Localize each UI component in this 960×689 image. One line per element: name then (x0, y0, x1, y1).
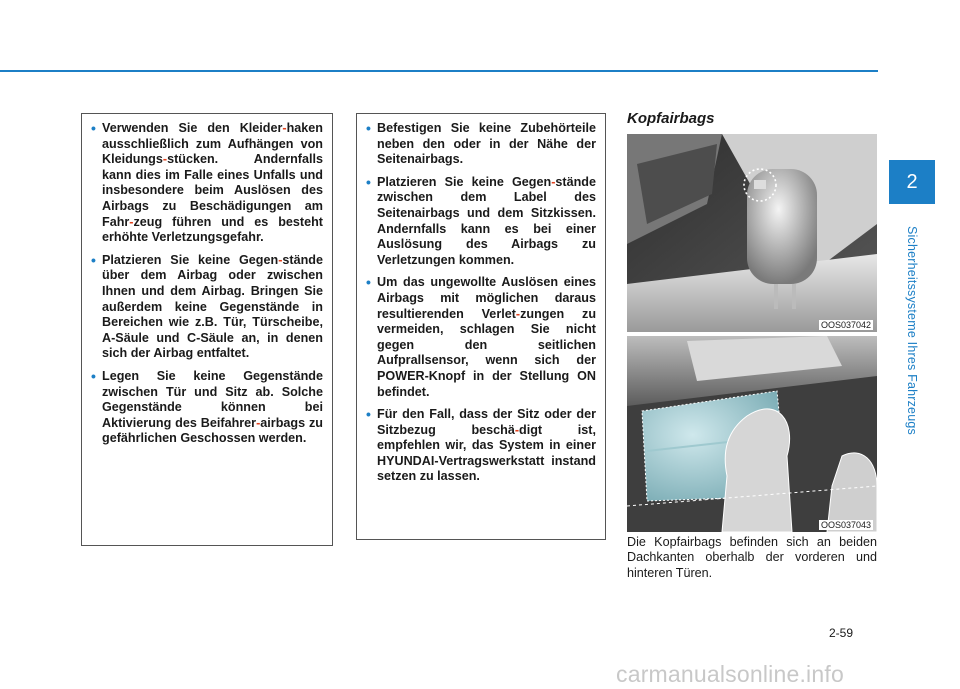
headliner-illustration (627, 134, 877, 332)
bullet-list-middle (357, 114, 605, 485)
description-text: Die Kopfairbags befinden sich an beiden Dachkanten oberhalb der vorderen und hinteren Türen. (627, 535, 877, 580)
bullet-item: • Befestigen Sie keine Zubehörteile neben den oder in der Nähe der Seitenairbags. (366, 121, 596, 168)
headliner-photo (627, 134, 877, 332)
bullet-item: • Legen Sie keine Gegenstände zwischen Tür und Sitz ab. Solche Gegenstände können bei Aktivierung des Beifahrer-airbags zu gefährlichen Geschossen werden. (91, 369, 323, 447)
image-code-2: OOS037043 (820, 520, 871, 530)
image-code-1: OOS037042 (820, 320, 871, 330)
head-airbag-illustration (627, 336, 877, 532)
warning-box-left (81, 113, 333, 546)
watermark: carmanualsonline.info (616, 661, 844, 687)
chapter-tab (889, 160, 935, 204)
header-rule (0, 70, 878, 72)
head-airbag-photo (627, 336, 877, 532)
chapter-title: Sicherheitssysteme Ihres Fahrzeugs (905, 225, 919, 435)
bullet-item: • Um das ungewollte Auslösen eines Airbags mit möglichen daraus resultierenden Verlet-zungen zu vermeiden, schlagen Sie nicht gegen den seitlichen Aufprallsensor, wenn sich der POWER-Knopf in der Stellung ON befindet. (366, 275, 596, 400)
bullet-item: • Platzieren Sie keine Gegen-stände zwischen dem Label des Seitenairbags und dem Sitzkissen. Andernfalls kann es bei einer Auslösung des Airbags zu Verletzungen kommen. (366, 175, 596, 269)
bullet-item: • Verwenden Sie den Kleider-haken ausschließlich zum Aufhängen von Kleidungs-stücken. Andernfalls kann dies im Falle eines Unfalls und insbesondere beim Auslösen des Airbags zu Beschädigungen am Fahr-zeug führen und es besteht erhöhte Verletzungsgefahr. (91, 121, 323, 246)
chapter-side-title (887, 215, 937, 445)
bullet-list-left (82, 114, 332, 447)
warning-box-middle (356, 113, 606, 540)
bullet-item: • Platzieren Sie keine Gegen-stände über dem Airbag oder zwischen Ihnen und dem Airbag. Bringen Sie außerdem keine Gegenstände in Bereichen wie z.B. Tür, Türscheibe, A-Säule und C-Säule an, in denen sich der Airbag entfaltet. (91, 253, 323, 362)
bullet-item: • Für den Fall, dass der Sitz oder der Sitzbezug beschä-digt ist, empfehlen wir, das System in einer HYUNDAI-Vertragswerkstatt instand setzen zu lassen. (366, 407, 596, 485)
section-title: Kopfairbags (627, 110, 715, 127)
page-number: 2-59 (829, 626, 854, 640)
chapter-number: 2 (906, 170, 918, 193)
